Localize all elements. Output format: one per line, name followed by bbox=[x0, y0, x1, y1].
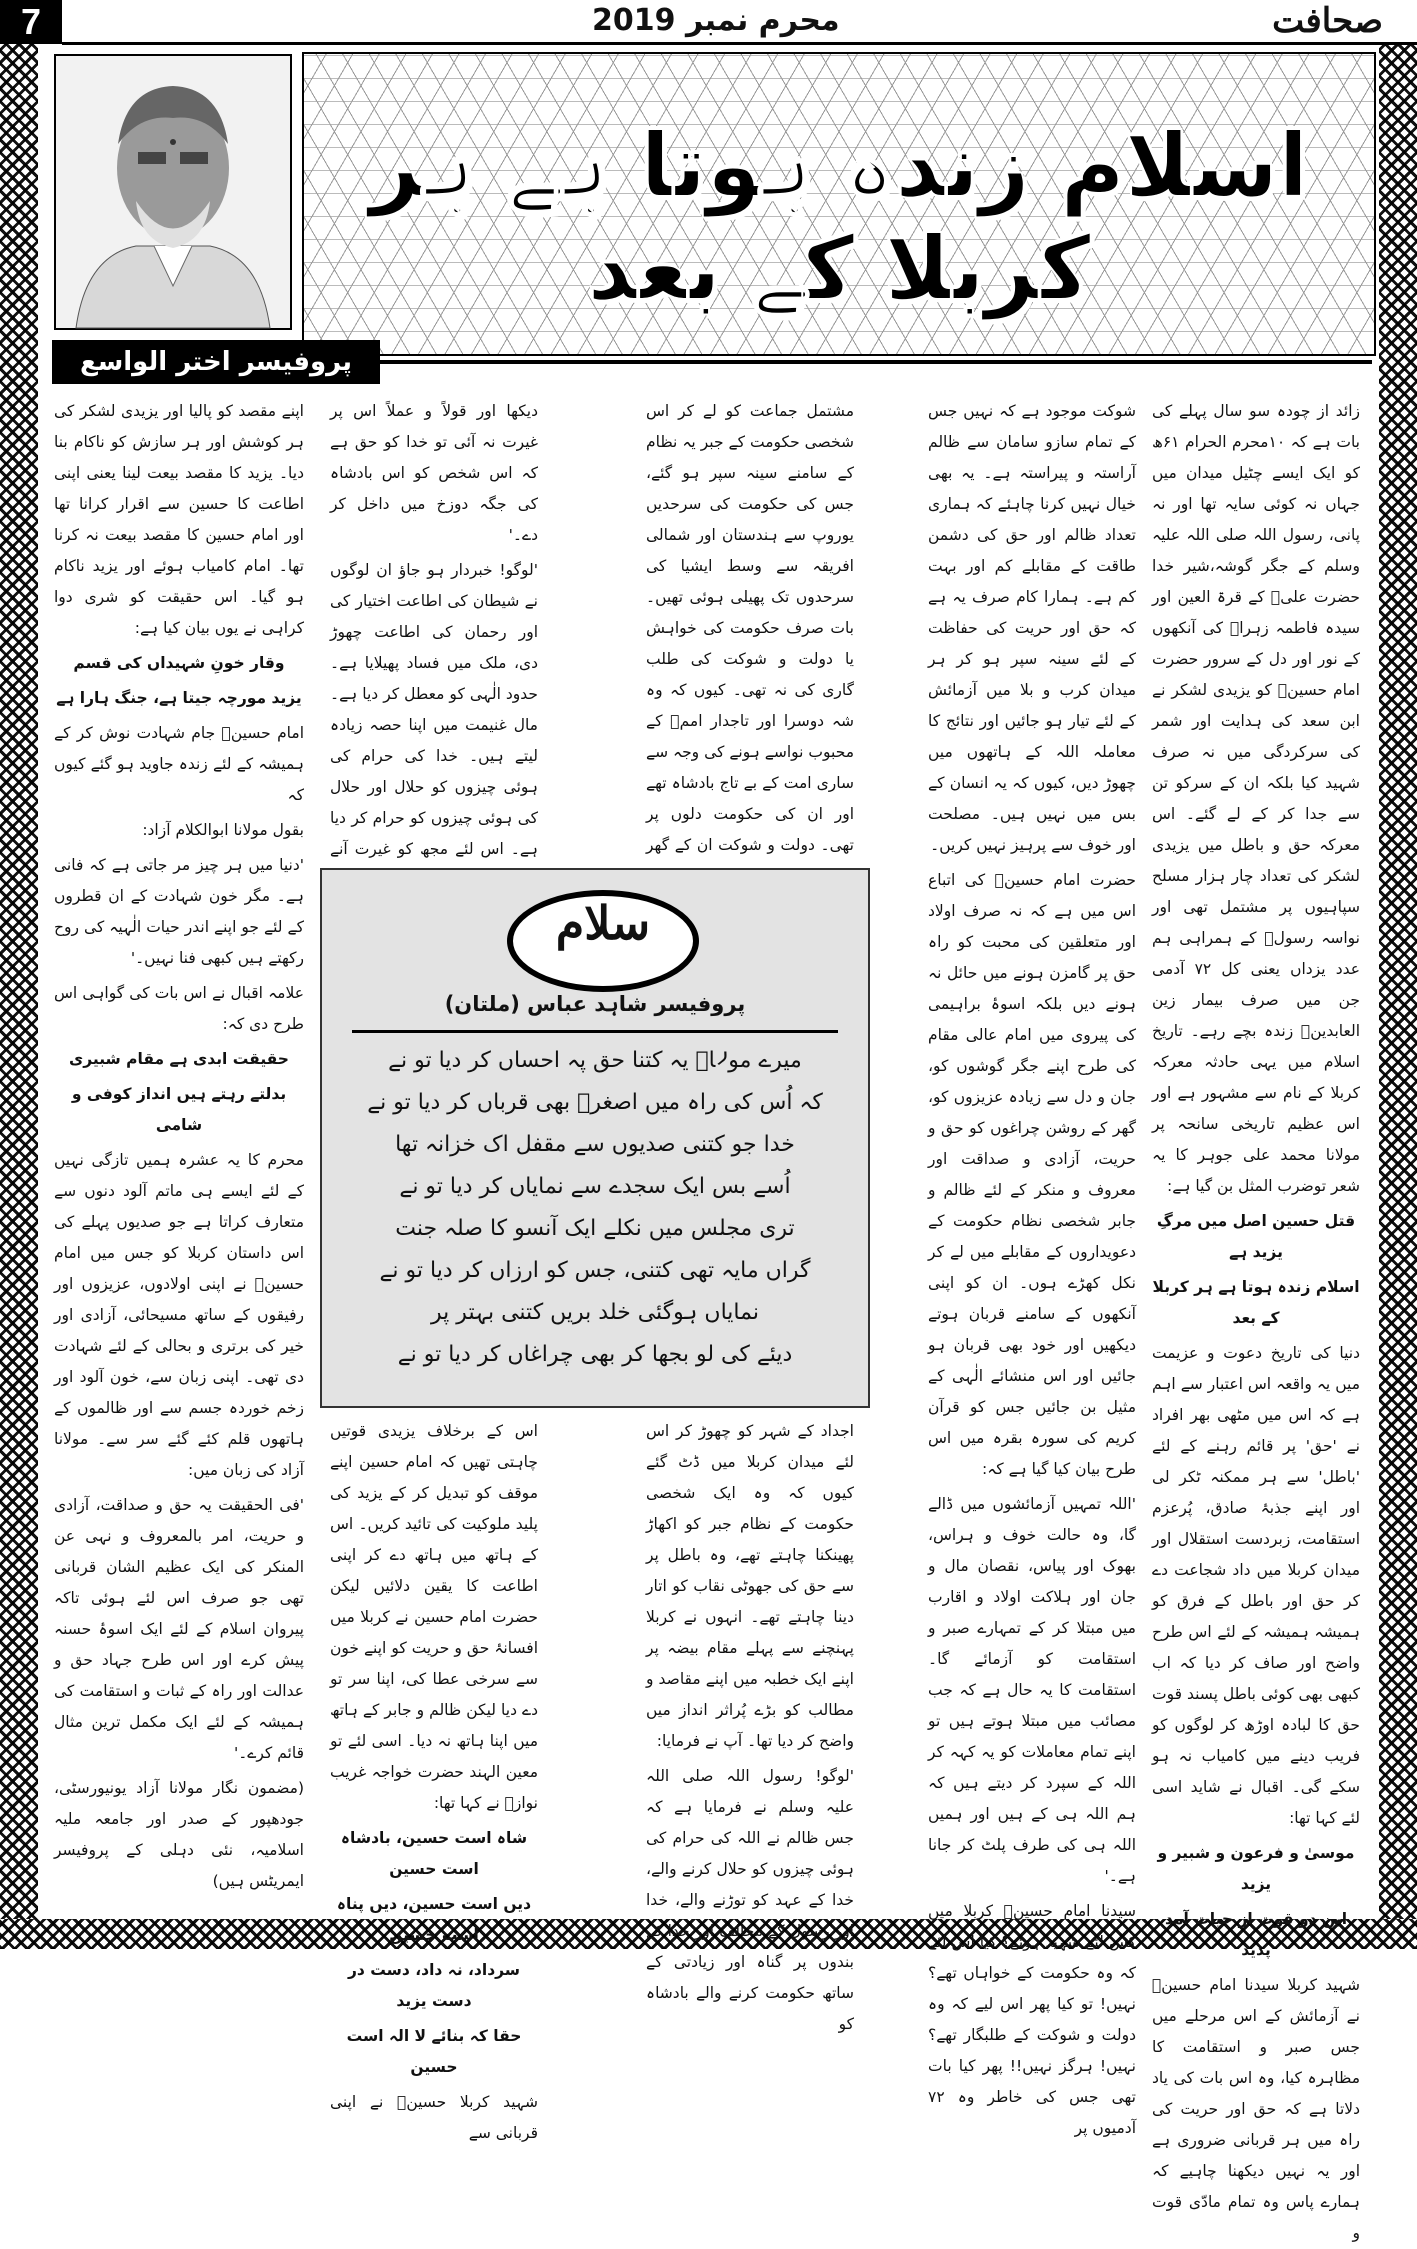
paragraph: شوکت موجود ہے کہ نہیں جس کے تمام سازو سامان سے ظالم آراستہ و پیراستہ ہے۔ یہ بھی خیال نہیں کرنا چاہئے کہ ہماری تعداد ظالم اور حق کی دشمن طاقت کے مقابلے کم اور بہت کم ہے۔ ہمارا کام صرف یہ ہے کہ حق اور حریت کی حفاظت کے لئے سینہ سپر ہو کر ہر میدان کرب و بلا میں آزمائش کے لئے تیار ہو جائیں اور نتائج کا معاملہ اللہ کے ہاتھوں میں چھوڑ دیں، کیوں کہ یہ انسان کے بس میں نہیں ہیں۔ مصلحت اور خوف سے پرہیز نہیں کریں۔ bbox=[928, 402, 1136, 854]
paragraph: 'لوگو! رسول اللہ صلی اللہ علیہ وسلم نے فرمایا ہے کہ جس ظالم نے اللہ کی حرام کی ہوئی چیزوں کو حلال کرنے والے، خدا کے عہد کو توڑنے والے، خدا اور رسول کے مخالف اور خدا کے بندوں پر گناہ اور زیادتی کے ساتھ حکومت کرنے والے بادشاہ کو bbox=[646, 1767, 854, 2033]
article-column-2 bbox=[928, 396, 1136, 2137]
poem-verse: اُسے بس ایک سجدے سے نمایاں کر دیا تو نے bbox=[399, 1174, 791, 1199]
verse-line: این دو قوت از حیات آمد پدید bbox=[1164, 1910, 1348, 1959]
article-column-4-top bbox=[330, 396, 538, 856]
article-column-4-bottom bbox=[330, 1416, 538, 2142]
paragraph: 'فی الحقیقت یہ حق و صداقت، آزادی و حریت، امر بالمعروف و نہی عن المنکر کی ایک عظیم الشان قربانی تھی جو صرف اس لئے ہوئی تاکہ پیروان اسلام کے لئے ایک اسوۂ حسنہ پیش کرے اور اس طرح جہاد حق و عدالت اور راہ کے ثبات و استقامت کی ہمیشہ کے لئے ایک مکمل ترین مثال قائم کرے۔' bbox=[54, 1496, 304, 1762]
poem-poet: پروفیسر شاہد عباس (ملتان) bbox=[444, 992, 746, 1016]
paragraph: حضرت امام حسینؓ کی اتباع اس میں ہے کہ نہ صرف اولاد اور متعلقین کی محبت کو راہ حق پر گامزن ہونے میں حائل نہ ہونے دیں بلکہ اسوۂ براہیمی کی پیروی میں امام عالی مقام کی طرح اپنے جگر گوشوں کو، جان و دل سے زیادہ عزیزوں کو، گھر کے روشن چراغوں کو حق و حریت، آزادی و صداقت اور معروف و منکر کے لئے ظالم و جابر شخصی نظام حکومت کے دعویداروں کے مقابلے میں لے کر نکل کھڑے ہوں۔ ان کو اپنی آنکھوں کے سامنے قربان ہوتے دیکھیں اور خود بھی قربان ہو جائیں اور اس منشائے الٰہی کے مثیل بن جائیں جس کو قرآن کریم کی سورہ بقرہ میں اس طرح بیان کیا گیا ہے کہ: bbox=[928, 871, 1136, 1478]
masthead-logo: صحافت bbox=[1272, 1, 1383, 41]
paragraph: اجداد کے شہر کو چھوڑ کر اس لئے میدان کربلا میں ڈٹ گئے کیوں کہ وہ ایک شخصی حکومت کے نظام جبر کو اکھاڑ پھینکنا چاہتے تھے، وہ باطل پر سے حق کی جھوٹی نقاب کو اتار دینا چاہتے تھے۔ انہوں نے کربلا پہنچنے سے پہلے مقام بیضہ پر اپنے ایک خطبہ میں اپنے مقاصد و مطالب کو بڑے پُراثر انداز میں واضح کر دیا تھا۔ آپ نے فرمایا: bbox=[646, 1422, 854, 1750]
poem-box bbox=[320, 868, 870, 1408]
verse-line: دیں است حسین، دیں پناہ است حسین bbox=[336, 1895, 532, 1944]
paragraph: دنیا کی تاریخ دعوت و عزیمت میں یہ واقعہ اس اعتبار سے اہم ہے کہ اس میں مٹھی بھر افراد نے 'حق' پر قائم رہنے کے لئے 'باطل' سے ہر ممکنہ ٹکر لی اور اپنے جذبۂ صادق، پُرعزم استقامت، زبردست استقلال اور میدان کربلا میں داد شجاعت دے کر حق اور باطل کے فرق کو ہمیشہ ہمیشہ کے لئے اس طرح واضح اور صاف کر دیا کہ اب کبھی بھی کوئی باطل پسند قوت حق کا لبادہ اوڑھ کر لوگوں کو فریب دینے میں کامیاب نہ ہو سکے گی۔ اقبال نے شاید اسی لئے کہا تھا: bbox=[1152, 1344, 1360, 1827]
poem-verse: نمایاں ہوگئی خلد بریں کتنی بہتر پر bbox=[431, 1300, 759, 1325]
header-bar bbox=[62, 0, 1417, 45]
verse-line: اسلام زندہ ہوتا ہے ہر کربلا کے بعد bbox=[1152, 1278, 1360, 1327]
verse-line: قتل حسین اصل میں مرگِ یزید ہے bbox=[1156, 1212, 1356, 1261]
paragraph: شہید کربلا حسینؓ نے اپنی قربانی سے bbox=[330, 2093, 538, 2142]
paragraph: علامہ اقبال نے اس بات کی گواہی اس طرح دی کہ: bbox=[54, 984, 304, 1033]
headline-banner bbox=[302, 52, 1376, 356]
issue-title: محرم نمبر 2019 bbox=[592, 3, 840, 38]
article-column-3-top bbox=[646, 396, 854, 856]
poem-verse: خدا جو کتنی صدیوں سے مقفل اک خزانہ تھا bbox=[395, 1132, 795, 1157]
verse-line: حقیقت ابدی ہے مقام شبیری bbox=[69, 1050, 289, 1068]
poem-verse: دیئے کی لو بجھا کر بھی چراغاں کر دیا تو نے bbox=[397, 1342, 793, 1367]
verse-line: سرداد، نہ داد، دست در دست یزید bbox=[347, 1961, 521, 2010]
paragraph: 'لوگو! خبردار ہو جاؤ ان لوگوں نے شیطان کی اطاعت اختیار کی اور رحمان کی اطاعت چھوڑ دی، ملک میں فساد پھیلایا ہے۔ حدود الٰہی کو معطل کر دیا ہے۔ مال غنیمت میں اپنا حصہ زیادہ لیتے ہیں۔ خدا کی حرام کی ہوئی چیزوں کو حلال اور حلال کی ہوئی چیزوں کو حرام کر دیا ہے۔ اس لئے مجھ کو غیرت آنے bbox=[330, 561, 538, 858]
verse-line: یزید مورچہ جیتا ہے، جنگ ہارا ہے bbox=[56, 689, 302, 707]
article-column-3-bottom bbox=[646, 1416, 854, 2033]
paragraph: بقول مولانا ابوالکلام آزاد: bbox=[142, 821, 304, 839]
poem-verse: میرے مولاؑ یہ کتنا حق پہ احساں کر دیا تو نے bbox=[388, 1048, 802, 1073]
paragraph: (مضمون نگار مولانا آزاد یونیورسٹی، جودھپور کے صدر اور جامعہ ملیہ اسلامیہ، نئی دہلی کے پروفیسر ایمریٹس ہیں) bbox=[54, 1779, 304, 1890]
paragraph: 'اللہ تمہیں آزمائشوں میں ڈالے گا، وہ حالت خوف و ہراس، بھوک اور پیاس، نقصان مال و جان اور ہلاکت اولاد و اقارب میں مبتلا کر کے تمہارے صبر و استقامت کو آزمائے گا۔ استقامت کا یہ حال ہے کہ جب مصائب میں مبتلا ہوتے ہیں تو اپنے تمام معاملات کو یہ کہہ کر اللہ کے سپرد کر دیتے ہیں کہ ہم اللہ ہی کے ہیں اور ہمیں اللہ ہی کی طرف پلٹ کر جانا ہے۔' bbox=[928, 1495, 1136, 1885]
article-column-1 bbox=[1152, 396, 1360, 2242]
page-number: 7 bbox=[0, 0, 62, 44]
verse-line: حقا کہ بنائے لا الہ است حسین bbox=[346, 2027, 522, 2076]
author-byline: پروفیسر اختر الواسع bbox=[52, 340, 380, 384]
verse-line: موسیٰ و فرعون و شبیر و یزید bbox=[1157, 1844, 1355, 1893]
decorative-border-right bbox=[1379, 0, 1417, 1949]
article-column-5 bbox=[54, 396, 304, 1890]
paragraph: شہید کربلا سیدنا امام حسینؓ نے آزمائش کے اس مرحلے میں جس صبر و استقامت کا مظاہرہ کیا، وہ اس بات کی یاد دلاتا ہے کہ حق اور حریت کی راہ میں ہر قربانی ضروری ہے اور یہ نہیں دیکھنا چاہیے کہ ہمارے پاس وہ تمام مادّی قوت و bbox=[1152, 1976, 1360, 2242]
paragraph: زائد از چودہ سو سال پہلے کی بات ہے کہ ۱۰محرم الحرام ۶۱ھ کو ایک ایسے چٹیل میدان میں جہاں نہ کوئی سایہ تھا اور نہ پانی، رسول اللہ صلی اللہ علیہ وسلم کے جگر گوشہ،شیر خدا حضرت علیؓ کے قرۃ العین اور سیدہ فاطمہ زہراؓ کی آنکھوں کے نور اور دل کے سرور حضرت امام حسینؓ کو یزیدی لشکر نے ابن سعد کی ہدایت اور شمر کی سرکردگی میں نہ صرف شہید کیا بلکہ ان کے سرکو تن سے جدا کر کے لے گئے۔ اس معرکہ حق و باطل میں یزیدی لشکر کی تعداد چار ہزار مسلح سپاہیوں پر مشتمل تھی اور نواسہ رسولؐ کے ہمراہی ہم عدد یزداں یعنی کل ۷۲ آدمی جن میں صرف بیمار زین العابدینؓ زندہ بچے رہے۔ تاریخ اسلام میں یہی حادثہ معرکہ کربلا کے نام سے مشہور ہے اور اس عظیم تاریخی سانحہ پر مولانا محمد علی جوہر کا یہ شعر توضرب المثل بن گیا ہے: bbox=[1152, 402, 1360, 1195]
paragraph: اپنے مقصد کو پالیا اور یزیدی لشکر کی ہر کوشش اور ہر سازش کو ناکام بنا دیا۔ یزید کا مقصد بیعت لینا یعنی اپنی اطاعت کا حسین سے اقرار کرانا تھا اور امام حسین کا مقصد بیعت نہ کرنا تھا۔ امام کامیاب ہوئے اور یزید ناکام ہو گیا۔ اس حقیقت کو شری دوا کراہی نے یوں بیان کیا ہے: bbox=[54, 402, 304, 637]
paragraph: امام حسینؓ جام شہادت نوش کر کے ہمیشہ کے لئے زندہ جاوید ہو گئے کیوں کہ bbox=[54, 724, 304, 804]
article-page bbox=[40, 44, 1379, 2242]
paragraph: مشتمل جماعت کو لے کر اس شخصی حکومت کے جبر یہ نظام کے سامنے سینہ سپر ہو گئے، جس کی حکومت کی سرحدیں یوروپ سے ہندستان اور شمالی افریقہ سے وسط ایشیا کی سرحدوں تک پھیلی ہوئی تھیں۔ بات صرف حکومت کی خواہش یا دولت و شوکت کی طلب گاری کی نہ تھی۔ کیوں کہ وہ شہ دوسرا اور تاجدار اممؐ کے محبوب نواسے ہونے کی وجہ سے ساری امت کے بے تاج بادشاہ تھے اور ان کی حکومت دلوں پر تھی۔ دولت و شوکت ان کے گھر bbox=[646, 402, 854, 854]
paragraph: سیدنا امام حسینؓ کربلا میں کس لئے شہید ہوئے؟ کیا اس لئے کہ وہ حکومت کے خواہاں تھے؟ نہیں! تو کیا پھر اس لیے کہ وہ دولت و شوکت کے طلبگار تھے؟ نہیں! ہرگز نہیں!! پھر کیا بات تھی جس کی خاطر وہ ۷۲ آدمیوں پر bbox=[928, 1902, 1136, 2137]
paragraph: دیکھا اور قولاً و عملاً اس پر غیرت نہ آئی تو خدا کو حق ہے کہ اس شخص کو اس بادشاہ کی جگہ دوزخ میں داخل کر دے۔' bbox=[330, 402, 538, 544]
poem-verse: تری مجلس میں نکلے ایک آنسو کا صلہ جنت bbox=[395, 1216, 795, 1241]
poem-verse: کہ اُس کی راہ میں اصغرؑ بھی قرباں کر دیا تو نے bbox=[367, 1090, 823, 1115]
poem-divider bbox=[352, 1030, 838, 1033]
paragraph: محرم کا یہ عشرہ ہمیں تازگی نہیں کے لئے ایسے ہی ماتم آلود دنوں سے متعارف کراتا ہے جو صدیوں پہلے کی اس داستان کربلا کو جس میں امام حسینؓ نے اپنی اولادوں، عزیزوں اور رفیقوں کے ساتھ مسیحائی، آزادی اور خیر کی برتری و بحالی کے لئے شہادت دی تھی۔ اپنی زبان سے، خون آلود اور زخم خوردہ جسم سے اور ظالموں کے ہاتھوں قلم کئے گئے سر سے۔ مولانا آزاد کی زبان میں: bbox=[54, 1151, 304, 1479]
author-photo bbox=[54, 54, 292, 330]
poem-title: سلام bbox=[507, 890, 699, 992]
decorative-border-left bbox=[0, 0, 38, 1949]
verse-line: شاہ است حسین، بادشاہ است حسین bbox=[340, 1829, 528, 1878]
poem-verses bbox=[350, 1040, 840, 1376]
article-headline: اسلام زندہ ہوتا ہے ہر کربلا کے بعد bbox=[369, 114, 1309, 320]
poem-verse: گراں مایہ تھی کتنی، جس کو ارزاں کر دیا تو نے bbox=[379, 1258, 811, 1283]
verse-line: وقار خونِ شہیداں کی قسم bbox=[73, 654, 285, 672]
paragraph: اس کے برخلاف یزیدی قوتیں چاہتی تھیں کہ امام حسین اپنے موقف کو تبدیل کر کے یزید کی پلید ملوکیت کی تائید کریں۔ اس کے ہاتھ میں ہاتھ دے کر اپنی اطاعت کا یقین دلائیں لیکن حضرت امام حسین نے کربلا میں افسانۂ حق و حریت کو اپنے خون سے سرخی عطا کی، اپنا سر تو دے دیا لیکن ظالم و جابر کے ہاتھ میں اپنا ہاتھ نہ دیا۔ اسی لئے تو معین الہند حضرت خواجہ غریب نوازؒ نے کہا تھا: bbox=[330, 1422, 538, 1812]
verse-line: بدلتے رہتے ہیں انداز کوفی و شامی bbox=[71, 1085, 287, 1134]
paragraph: 'دنیا میں ہر چیز مر جاتی ہے کہ فانی ہے۔ مگر خون شہادت کے ان قطروں کے لئے جو اپنے اندر حیات الٰہیہ کی روح رکھتے ہیں کبھی فنا نہیں۔' bbox=[54, 856, 304, 967]
